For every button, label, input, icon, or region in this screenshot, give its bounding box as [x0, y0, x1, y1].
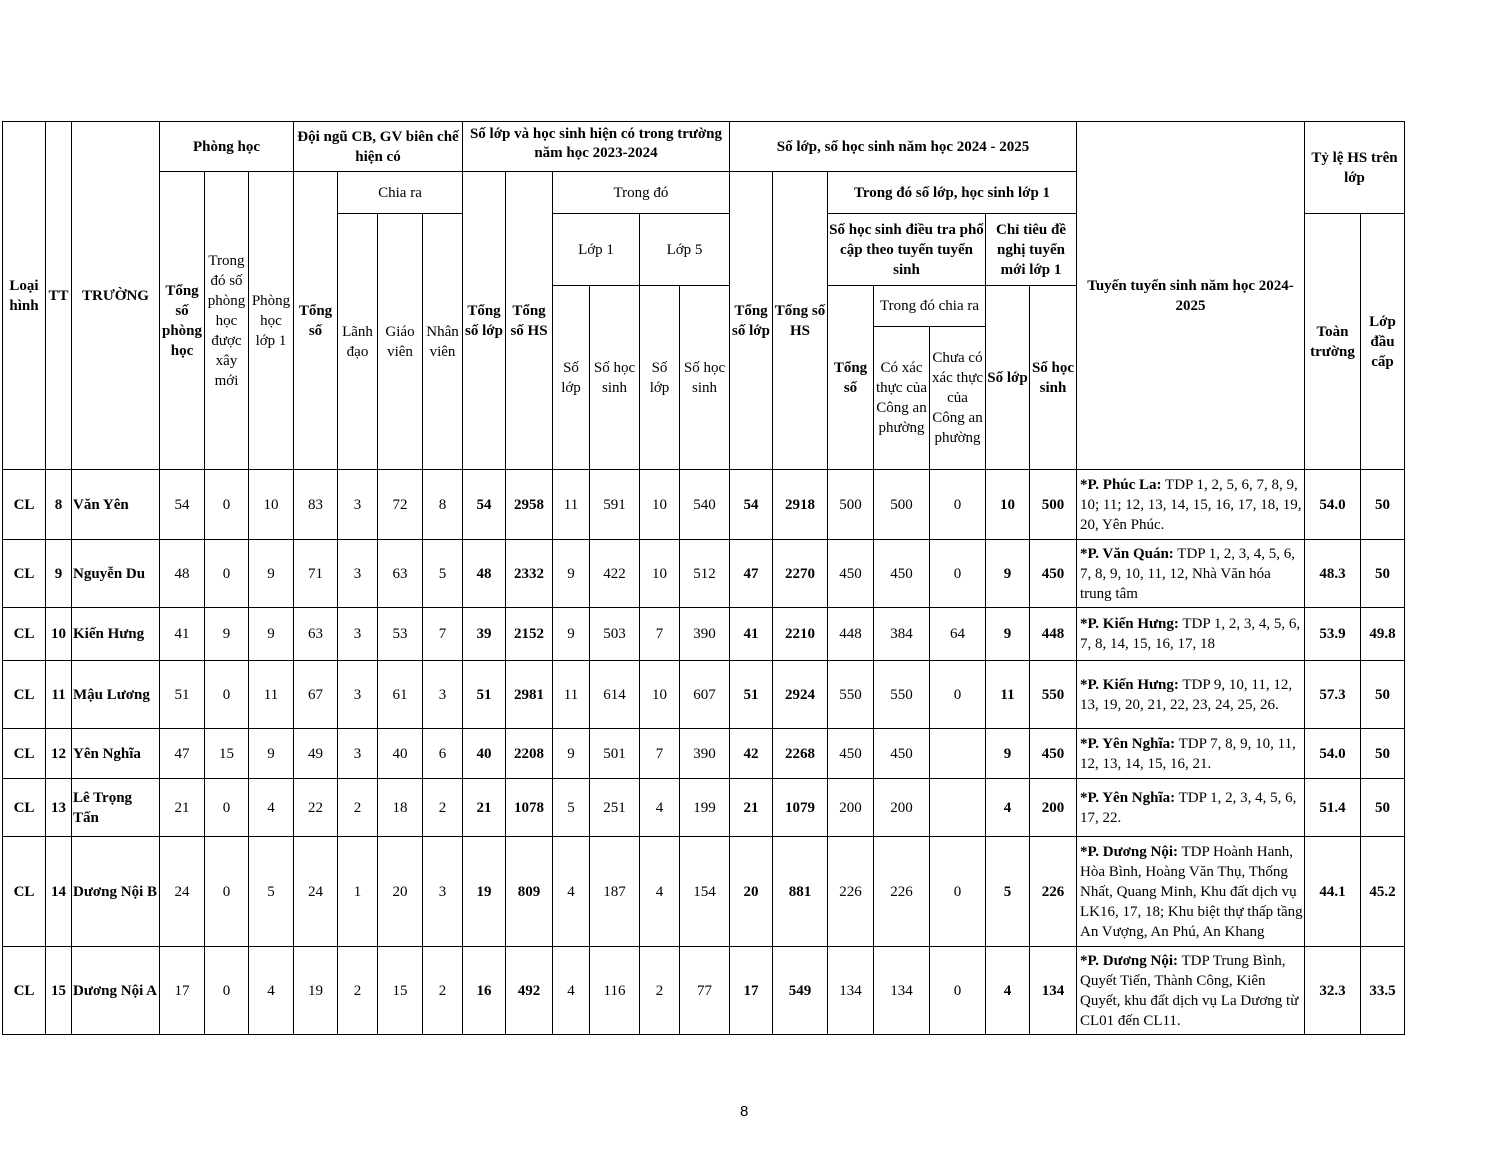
- cell-c-l5-lop: 7: [640, 608, 680, 661]
- cell-dt-chua: 0: [930, 947, 986, 1035]
- ward-name: *P. Kiến Hưng:: [1080, 616, 1179, 632]
- cell-tt: 10: [46, 608, 72, 661]
- cell-c-lop: 21: [463, 779, 506, 837]
- cell-p-tong: 51: [160, 661, 205, 729]
- col-hien-co-tong-lop: Tổng số lớp: [463, 172, 506, 470]
- cell-n-hs: 2210: [773, 608, 828, 661]
- cell-ct-hs: 134: [1030, 947, 1077, 1035]
- cell-dt-co: 500: [874, 470, 930, 540]
- area-detail: TDP 1, 2, 3, 4, 5, 6, 17, 22.: [1080, 789, 1297, 826]
- col-dt-tong-so: Tổng số: [828, 286, 874, 470]
- cell-tl-tt: 53.9: [1305, 608, 1361, 661]
- cell-tt: 9: [46, 540, 72, 608]
- cell-dt-chua: [930, 779, 986, 837]
- area-detail: TDP 1, 2, 3, 4, 5, 6, 7, 8, 14, 15, 16, 17, 18: [1080, 616, 1301, 652]
- col-ct-so-lop: Số lớp: [986, 286, 1030, 470]
- group-so-hs-dieu-tra: Số học sinh điều tra phổ cập theo tuyến tuyển sinh: [828, 214, 986, 286]
- cell-area: [1077, 661, 1305, 729]
- ward-name: *P. Dương Nội:: [1080, 843, 1179, 860]
- ward-name: *P. Dương Nội:: [1080, 952, 1179, 969]
- cell-c-lop: 39: [463, 608, 506, 661]
- col-phong-hoc-lop1: Phòng học lớp 1: [249, 172, 294, 470]
- cell-dt-tong: 134: [828, 947, 874, 1035]
- cell-ct-hs: 226: [1030, 837, 1077, 947]
- group-trong-do-lop1: Trong đó số lớp, học sinh lớp 1: [828, 172, 1077, 214]
- cell-c-lop: 54: [463, 470, 506, 540]
- cell-tt: 13: [46, 779, 72, 837]
- cell-dt-co: 550: [874, 661, 930, 729]
- cell-tl-dc: 50: [1361, 470, 1405, 540]
- cell-c-l1-hs: 187: [590, 837, 640, 947]
- cell-c-l5-hs: 390: [680, 729, 730, 779]
- cell-c-l5-hs: 154: [680, 837, 730, 947]
- cell-c-l5-lop: 10: [640, 661, 680, 729]
- cell-c-lop: 16: [463, 947, 506, 1035]
- cell-tl-tt: 54.0: [1305, 470, 1361, 540]
- label-trong-do-chia-ra: Trong đó chia ra: [874, 286, 985, 326]
- cell-name: Nguyễn Du: [72, 540, 160, 608]
- cell-dt-tong: 550: [828, 661, 874, 729]
- cell-name: Dương Nội A: [72, 947, 160, 1035]
- col-l1-so-hs: Số học sinh: [590, 286, 640, 470]
- table-row: [3, 837, 1405, 947]
- cell-c-hs: 2332: [506, 540, 553, 608]
- cell-c-l5-hs: 199: [680, 779, 730, 837]
- cell-tt: 14: [46, 837, 72, 947]
- cell-name: Kiến Hưng: [72, 608, 160, 661]
- cell-c-hs: 2981: [506, 661, 553, 729]
- cell-ct-hs: 200: [1030, 779, 1077, 837]
- cell-area: [1077, 779, 1305, 837]
- cell-p-tong: 54: [160, 470, 205, 540]
- cell-n-lop: 54: [730, 470, 773, 540]
- cell-p-l1: 11: [249, 661, 294, 729]
- school-enrollment-table: [2, 121, 1405, 1035]
- cell-dt-chua: 0: [930, 837, 986, 947]
- col-phong-xay-moi: Trong đó số phòng học được xây mới: [205, 172, 249, 470]
- page-number: 8: [740, 1103, 749, 1120]
- cell-c-lop: 19: [463, 837, 506, 947]
- cell-c-l1-lop: 11: [553, 661, 590, 729]
- cell-c-hs: 2152: [506, 608, 553, 661]
- cell-tt: 11: [46, 661, 72, 729]
- group-lop5: Lớp 5: [640, 214, 730, 286]
- col-hien-co-tong-hs: Tổng số HS: [506, 172, 553, 470]
- col-giao-vien: Giáo viên: [378, 214, 423, 470]
- cell-p-moi: 0: [205, 661, 249, 729]
- col-loai-hinh: Loại hình: [3, 122, 46, 470]
- cell-p-moi: 0: [205, 837, 249, 947]
- col-tt: TT: [46, 122, 72, 470]
- col-doi-ngu-tong-so: Tổng số: [294, 172, 338, 470]
- table-row: [3, 608, 1405, 661]
- cell-name: Lê Trọng Tấn: [72, 779, 160, 837]
- cell-d-gv: 15: [378, 947, 423, 1035]
- col-tong-so-phong-hoc: Tổng số phòng học: [160, 172, 205, 470]
- cell-dt-co: 226: [874, 837, 930, 947]
- cell-c-lop: 48: [463, 540, 506, 608]
- cell-lh: CL: [3, 947, 46, 1035]
- col-tuyen-tuyen-sinh: Tuyến tuyển sinh năm học 2024-2025: [1077, 122, 1305, 470]
- group-chi-tieu: Chỉ tiêu đề nghị tuyển mới lớp 1: [986, 214, 1077, 286]
- cell-tl-tt: 48.3: [1305, 540, 1361, 608]
- group-doi-ngu: Đội ngũ CB, GV biên chế hiện có: [294, 122, 463, 172]
- cell-d-ld: 3: [338, 470, 378, 540]
- cell-p-tong: 41: [160, 608, 205, 661]
- cell-dt-tong: 200: [828, 779, 874, 837]
- cell-dt-chua: 0: [930, 540, 986, 608]
- cell-ct-lop: 5: [986, 837, 1030, 947]
- cell-tl-dc: 50: [1361, 779, 1405, 837]
- cell-c-l5-hs: 512: [680, 540, 730, 608]
- col-l1-so-lop: Số lớp: [553, 286, 590, 470]
- cell-d-ld: 2: [338, 947, 378, 1035]
- cell-n-lop: 21: [730, 779, 773, 837]
- ward-name: *P. Kiến Hưng:: [1080, 676, 1179, 693]
- area-detail: TDP Hoành Hanh, Hòa Bình, Hoàng Văn Thụ, Thống Nhất, Quang Minh, Khu đất dịch vụ LK16, 17, 18; Khu biệt thự thấp tầng An Vượng, An Phú, An Khang: [1080, 843, 1303, 940]
- cell-p-l1: 9: [249, 608, 294, 661]
- cell-name: Yên Nghĩa: [72, 729, 160, 779]
- cell-c-lop: 51: [463, 661, 506, 729]
- cell-n-lop: 47: [730, 540, 773, 608]
- cell-p-tong: 47: [160, 729, 205, 779]
- cell-ct-lop: 9: [986, 608, 1030, 661]
- cell-area: [1077, 837, 1305, 947]
- cell-d-tong: 67: [294, 661, 338, 729]
- cell-p-moi: 0: [205, 470, 249, 540]
- cell-p-moi: 0: [205, 779, 249, 837]
- cell-tl-dc: 33.5: [1361, 947, 1405, 1035]
- cell-tt: 12: [46, 729, 72, 779]
- cell-c-l1-hs: 503: [590, 608, 640, 661]
- area-detail: TDP Trung Bình, Quyết Tiến, Thành Công, Kiên Quyết, khu đất dịch vụ La Dương từ CL01 đến CL11.: [1080, 952, 1299, 1029]
- cell-lh: CL: [3, 470, 46, 540]
- cell-c-l5-hs: 607: [680, 661, 730, 729]
- cell-lh: CL: [3, 661, 46, 729]
- cell-d-gv: 40: [378, 729, 423, 779]
- group-trong-do: Trong đó: [553, 172, 730, 214]
- cell-p-moi: 0: [205, 947, 249, 1035]
- cell-d-tong: 24: [294, 837, 338, 947]
- cell-d-nv: 5: [423, 540, 463, 608]
- cell-lh: CL: [3, 779, 46, 837]
- cell-n-lop: 41: [730, 608, 773, 661]
- cell-p-l1: 10: [249, 470, 294, 540]
- cell-dt-co: 384: [874, 608, 930, 661]
- cell-dt-chua: [930, 729, 986, 779]
- cell-d-nv: 2: [423, 947, 463, 1035]
- cell-c-l1-hs: 591: [590, 470, 640, 540]
- cell-area: [1077, 608, 1305, 661]
- cell-c-l5-lop: 10: [640, 470, 680, 540]
- group-ty-le: Tỷ lệ HS trên lớp: [1305, 122, 1405, 214]
- cell-n-hs: 881: [773, 837, 828, 947]
- col-2024-tong-lop: Tổng số lớp: [730, 172, 773, 470]
- cell-tt: 8: [46, 470, 72, 540]
- cell-ct-hs: 450: [1030, 540, 1077, 608]
- cell-ct-hs: 450: [1030, 729, 1077, 779]
- cell-d-gv: 61: [378, 661, 423, 729]
- ward-name: *P. Yên Nghĩa:: [1080, 735, 1176, 752]
- cell-d-nv: 7: [423, 608, 463, 661]
- cell-d-gv: 53: [378, 608, 423, 661]
- cell-ct-lop: 10: [986, 470, 1030, 540]
- cell-tl-tt: 57.3: [1305, 661, 1361, 729]
- cell-area: [1077, 947, 1305, 1035]
- ward-name: *P. Văn Quán:: [1080, 545, 1174, 562]
- cell-c-l5-hs: 540: [680, 470, 730, 540]
- cell-area: [1077, 470, 1305, 540]
- cell-d-ld: 3: [338, 540, 378, 608]
- cell-dt-chua: 64: [930, 608, 986, 661]
- cell-c-l1-hs: 501: [590, 729, 640, 779]
- cell-c-l1-lop: 9: [553, 540, 590, 608]
- cell-tt: 15: [46, 947, 72, 1035]
- cell-n-lop: 20: [730, 837, 773, 947]
- cell-p-moi: 9: [205, 608, 249, 661]
- cell-d-gv: 18: [378, 779, 423, 837]
- col-l5-so-lop: Số lớp: [640, 286, 680, 470]
- cell-p-tong: 17: [160, 947, 205, 1035]
- cell-d-nv: 8: [423, 470, 463, 540]
- cell-n-lop: 17: [730, 947, 773, 1035]
- cell-n-lop: 42: [730, 729, 773, 779]
- cell-c-hs: 2208: [506, 729, 553, 779]
- cell-tl-tt: 32.3: [1305, 947, 1361, 1035]
- cell-c-hs: 2958: [506, 470, 553, 540]
- cell-c-l1-hs: 116: [590, 947, 640, 1035]
- cell-d-nv: 2: [423, 779, 463, 837]
- group-trong-do-chia-ra: [874, 286, 986, 470]
- area-detail: TDP 7, 8, 9, 10, 11, 12, 13, 14, 15, 16, 21.: [1080, 735, 1296, 772]
- cell-lh: CL: [3, 608, 46, 661]
- cell-dt-tong: 448: [828, 608, 874, 661]
- cell-dt-co: 134: [874, 947, 930, 1035]
- cell-n-hs: 2268: [773, 729, 828, 779]
- cell-d-nv: 3: [423, 661, 463, 729]
- cell-tl-dc: 50: [1361, 540, 1405, 608]
- cell-dt-tong: 226: [828, 837, 874, 947]
- cell-p-l1: 4: [249, 779, 294, 837]
- cell-c-l5-hs: 77: [680, 947, 730, 1035]
- area-detail: TDP 9, 10, 11, 12, 13, 19, 20, 21, 22, 23, 24, 25, 26.: [1080, 676, 1293, 713]
- cell-p-tong: 21: [160, 779, 205, 837]
- cell-c-l5-lop: 4: [640, 779, 680, 837]
- group-phong-hoc: Phòng học: [160, 122, 294, 172]
- cell-c-l1-hs: 614: [590, 661, 640, 729]
- table-row: [3, 470, 1405, 540]
- cell-d-ld: 3: [338, 608, 378, 661]
- cell-d-nv: 6: [423, 729, 463, 779]
- cell-c-l1-lop: 4: [553, 947, 590, 1035]
- cell-c-l5-lop: 2: [640, 947, 680, 1035]
- cell-d-tong: 49: [294, 729, 338, 779]
- cell-name: Mậu Lương: [72, 661, 160, 729]
- cell-dt-tong: 450: [828, 540, 874, 608]
- col-ct-so-hs: Số học sinh: [1030, 286, 1077, 470]
- cell-c-lop: 40: [463, 729, 506, 779]
- group-lop1: Lớp 1: [553, 214, 640, 286]
- cell-lh: CL: [3, 540, 46, 608]
- cell-p-l1: 5: [249, 837, 294, 947]
- cell-ct-lop: 4: [986, 779, 1030, 837]
- col-toan-truong: Toàn trường: [1305, 214, 1361, 470]
- cell-tl-dc: 45.2: [1361, 837, 1405, 947]
- cell-name: Dương Nội B: [72, 837, 160, 947]
- cell-name: Văn Yên: [72, 470, 160, 540]
- col-chua-xac-thuc: Chưa có xác thực của Công an phường: [931, 349, 984, 446]
- col-lanh-dao: Lãnh đạo: [338, 214, 378, 470]
- cell-n-hs: 2918: [773, 470, 828, 540]
- table-row: [3, 947, 1405, 1035]
- cell-tl-tt: 54.0: [1305, 729, 1361, 779]
- cell-p-moi: 15: [205, 729, 249, 779]
- cell-area: [1077, 540, 1305, 608]
- cell-d-ld: 3: [338, 661, 378, 729]
- cell-c-l5-lop: 7: [640, 729, 680, 779]
- area-detail: TDP 1, 2, 3, 4, 5, 6, 7, 8, 9, 10, 11, 12, Nhà Văn hóa trung tâm: [1080, 545, 1296, 602]
- table-row: [3, 661, 1405, 729]
- cell-dt-co: 200: [874, 779, 930, 837]
- cell-n-lop: 51: [730, 661, 773, 729]
- cell-d-tong: 71: [294, 540, 338, 608]
- col-l5-so-hs: Số học sinh: [680, 286, 730, 470]
- cell-c-l5-hs: 390: [680, 608, 730, 661]
- cell-d-gv: 63: [378, 540, 423, 608]
- cell-c-l1-hs: 251: [590, 779, 640, 837]
- cell-p-l1: 9: [249, 729, 294, 779]
- cell-tl-dc: 50: [1361, 661, 1405, 729]
- cell-d-tong: 63: [294, 608, 338, 661]
- table-row: [3, 729, 1405, 779]
- cell-n-hs: 2924: [773, 661, 828, 729]
- col-truong: TRƯỜNG: [72, 122, 160, 470]
- cell-tl-dc: 50: [1361, 729, 1405, 779]
- cell-dt-tong: 450: [828, 729, 874, 779]
- col-2024-tong-hs: Tổng số HS: [773, 172, 828, 470]
- cell-lh: CL: [3, 837, 46, 947]
- ward-name: *P. Phúc La:: [1080, 476, 1162, 493]
- col-lop-dau-cap: Lớp đầu cấp: [1361, 214, 1405, 470]
- cell-tl-tt: 44.1: [1305, 837, 1361, 947]
- table-row: [3, 540, 1405, 608]
- cell-c-hs: 492: [506, 947, 553, 1035]
- area-detail: TDP 1, 2, 5, 6, 7, 8, 9, 10; 11; 12, 13, 14, 15, 16, 17, 18, 19, 20, Yên Phúc.: [1080, 476, 1302, 533]
- group-so-lop-hien-co: Số lớp và học sinh hiện có trong trường năm học 2023-2024: [463, 122, 730, 172]
- cell-d-gv: 72: [378, 470, 423, 540]
- cell-ct-lop: 9: [986, 540, 1030, 608]
- cell-c-l1-lop: 11: [553, 470, 590, 540]
- cell-dt-co: 450: [874, 729, 930, 779]
- cell-d-tong: 19: [294, 947, 338, 1035]
- cell-d-gv: 20: [378, 837, 423, 947]
- cell-ct-hs: 448: [1030, 608, 1077, 661]
- ward-name: *P. Yên Nghĩa:: [1080, 789, 1176, 806]
- cell-d-ld: 3: [338, 729, 378, 779]
- col-co-xac-thuc: Có xác thực của Công an phường: [874, 326, 930, 469]
- cell-c-l1-hs: 422: [590, 540, 640, 608]
- cell-c-l1-lop: 9: [553, 729, 590, 779]
- cell-ct-lop: 9: [986, 729, 1030, 779]
- cell-dt-chua: 0: [930, 661, 986, 729]
- group-so-lop-2024: Số lớp, số học sinh năm học 2024 - 2025: [730, 122, 1077, 172]
- cell-p-moi: 0: [205, 540, 249, 608]
- cell-dt-chua: 0: [930, 470, 986, 540]
- cell-d-tong: 22: [294, 779, 338, 837]
- cell-c-l1-lop: 9: [553, 608, 590, 661]
- cell-lh: CL: [3, 729, 46, 779]
- cell-c-hs: 809: [506, 837, 553, 947]
- cell-ct-hs: 500: [1030, 470, 1077, 540]
- cell-d-ld: 1: [338, 837, 378, 947]
- cell-ct-lop: 4: [986, 947, 1030, 1035]
- cell-tl-tt: 51.4: [1305, 779, 1361, 837]
- cell-ct-lop: 11: [986, 661, 1030, 729]
- cell-dt-co: 450: [874, 540, 930, 608]
- cell-c-hs: 1078: [506, 779, 553, 837]
- cell-n-hs: 549: [773, 947, 828, 1035]
- cell-d-ld: 2: [338, 779, 378, 837]
- cell-c-l5-lop: 4: [640, 837, 680, 947]
- cell-c-l1-lop: 4: [553, 837, 590, 947]
- cell-p-tong: 24: [160, 837, 205, 947]
- cell-p-tong: 48: [160, 540, 205, 608]
- cell-area: [1077, 729, 1305, 779]
- table-row: [3, 779, 1405, 837]
- cell-d-nv: 3: [423, 837, 463, 947]
- cell-n-hs: 2270: [773, 540, 828, 608]
- col-nhan-vien: Nhân viên: [423, 214, 463, 470]
- cell-n-hs: 1079: [773, 779, 828, 837]
- cell-dt-tong: 500: [828, 470, 874, 540]
- group-chia-ra: Chia ra: [338, 172, 463, 214]
- cell-ct-hs: 550: [1030, 661, 1077, 729]
- cell-p-l1: 4: [249, 947, 294, 1035]
- cell-c-l1-lop: 5: [553, 779, 590, 837]
- cell-d-tong: 83: [294, 470, 338, 540]
- cell-c-l5-lop: 10: [640, 540, 680, 608]
- cell-tl-dc: 49.8: [1361, 608, 1405, 661]
- cell-p-l1: 9: [249, 540, 294, 608]
